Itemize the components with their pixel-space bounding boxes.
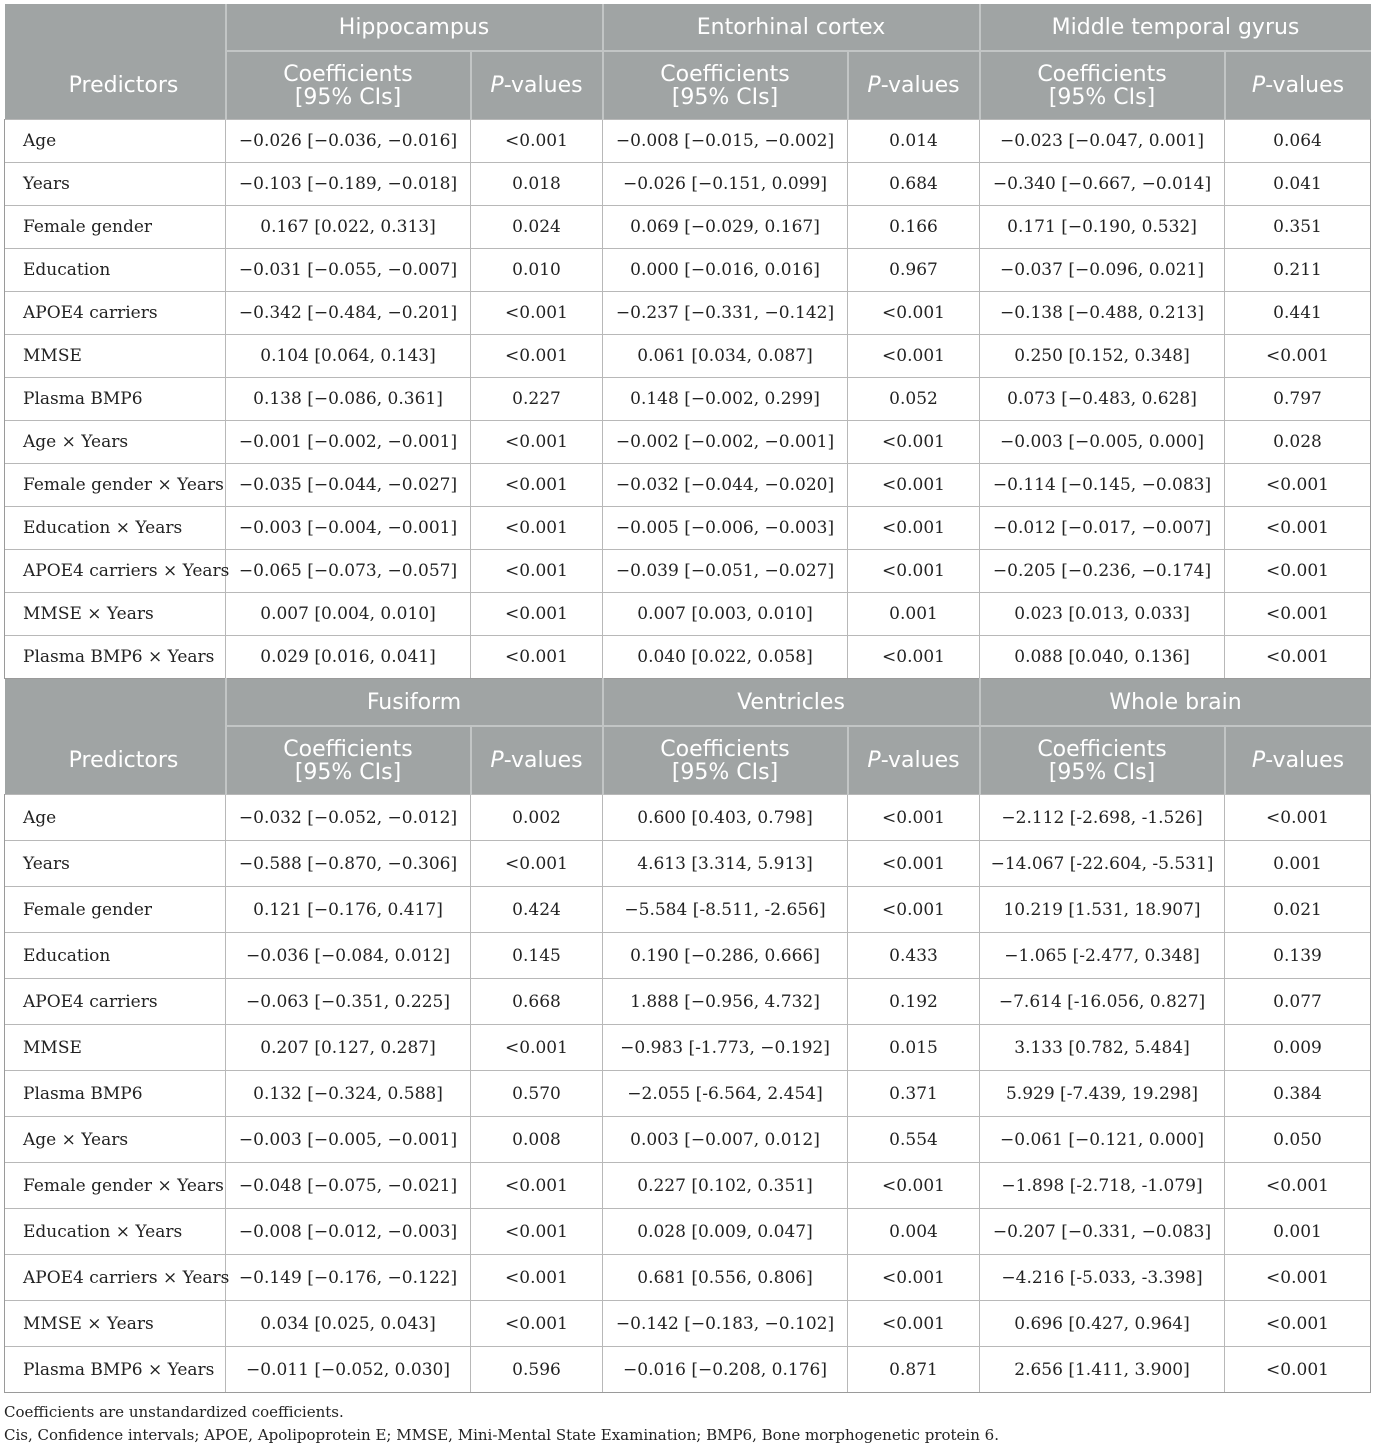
p-value-cell: 0.384 bbox=[1225, 1071, 1371, 1117]
p-value-cell: 0.433 bbox=[848, 933, 980, 979]
table-row bbox=[5, 550, 1371, 593]
predictor-cell: Age bbox=[5, 120, 226, 163]
p-value-cell: <0.001 bbox=[1225, 464, 1371, 507]
coefficient-cell: −0.588 [−0.870, −0.306] bbox=[226, 841, 471, 887]
table-row bbox=[5, 593, 1371, 636]
coefficient-cell: −1.898 [-2.718, -1.079] bbox=[980, 1163, 1225, 1209]
p-label: P bbox=[490, 748, 504, 773]
coefficients-label: Coefficients bbox=[1037, 736, 1167, 762]
predictor-cell: Education bbox=[5, 933, 226, 979]
coefficients-label: Coefficients bbox=[660, 736, 790, 762]
p-value-cell: <0.001 bbox=[471, 464, 603, 507]
table-row bbox=[5, 206, 1371, 249]
coefficient-cell: −0.011 [−0.052, 0.030] bbox=[226, 1347, 471, 1393]
coefficient-cell: 0.696 [0.427, 0.964] bbox=[980, 1301, 1225, 1347]
table-row bbox=[5, 795, 1371, 841]
predictor-cell: Female gender bbox=[5, 887, 226, 933]
table-row bbox=[5, 421, 1371, 464]
p-value-cell: 0.424 bbox=[471, 887, 603, 933]
values-label: -values bbox=[880, 73, 960, 98]
p-value-cell: 0.668 bbox=[471, 979, 603, 1025]
coefficient-cell: 0.171 [−0.190, 0.532] bbox=[980, 206, 1225, 249]
coefficient-cell: −0.065 [−0.073, −0.057] bbox=[226, 550, 471, 593]
coefficient-cell: −7.614 [-16.056, 0.827] bbox=[980, 979, 1225, 1025]
coefficient-cell: 0.007 [0.004, 0.010] bbox=[226, 593, 471, 636]
p-values-header bbox=[1225, 51, 1371, 120]
coefficient-cell: −5.584 [-8.511, -2.656] bbox=[603, 887, 848, 933]
p-value-cell: <0.001 bbox=[848, 335, 980, 378]
table-row bbox=[5, 887, 1371, 933]
coefficient-cell: −2.055 [-6.564, 2.454] bbox=[603, 1071, 848, 1117]
p-value-cell: <0.001 bbox=[848, 464, 980, 507]
coefficient-cell: −0.061 [−0.121, 0.000] bbox=[980, 1117, 1225, 1163]
table-row bbox=[5, 979, 1371, 1025]
p-value-cell: 0.684 bbox=[848, 163, 980, 206]
predictor-cell: APOE4 carriers bbox=[5, 292, 226, 335]
coefficients-header bbox=[980, 726, 1225, 795]
coefficient-cell: 1.888 [−0.956, 4.732] bbox=[603, 979, 848, 1025]
predictor-cell: Plasma BMP6 bbox=[5, 378, 226, 421]
ci-label: [95% CIs] bbox=[1048, 759, 1156, 785]
coefficients-table bbox=[4, 4, 1371, 1393]
p-value-cell: 0.001 bbox=[1225, 841, 1371, 887]
p-label: P bbox=[867, 73, 881, 98]
coefficient-cell: 0.061 [0.034, 0.087] bbox=[603, 335, 848, 378]
coefficient-cell: −0.983 [-1.773, −0.192] bbox=[603, 1025, 848, 1071]
table-row bbox=[5, 1255, 1371, 1301]
p-value-cell: <0.001 bbox=[471, 1163, 603, 1209]
coefficient-cell: −0.003 [−0.005, 0.000] bbox=[980, 421, 1225, 464]
p-values-header bbox=[1225, 726, 1371, 795]
p-value-cell: <0.001 bbox=[1225, 550, 1371, 593]
p-value-cell: <0.001 bbox=[848, 292, 980, 335]
p-value-cell: <0.001 bbox=[848, 1301, 980, 1347]
predictors-header: Predictors bbox=[5, 726, 226, 795]
p-value-cell: <0.001 bbox=[1225, 1301, 1371, 1347]
coefficient-cell: −0.237 [−0.331, −0.142] bbox=[603, 292, 848, 335]
coefficient-cell: 0.207 [0.127, 0.287] bbox=[226, 1025, 471, 1071]
p-value-cell: <0.001 bbox=[1225, 1347, 1371, 1393]
p-value-cell: <0.001 bbox=[1225, 1255, 1371, 1301]
p-value-cell: <0.001 bbox=[848, 421, 980, 464]
coefficients-label: Coefficients bbox=[660, 61, 790, 87]
predictor-cell: Age bbox=[5, 795, 226, 841]
predictor-cell: Female gender × Years bbox=[5, 464, 226, 507]
coefficient-cell: 2.656 [1.411, 3.900] bbox=[980, 1347, 1225, 1393]
values-label: -values bbox=[503, 748, 583, 773]
p-label: P bbox=[1251, 73, 1266, 98]
coefficient-cell: 0.104 [0.064, 0.143] bbox=[226, 335, 471, 378]
table-row bbox=[5, 1209, 1371, 1255]
p-label: P bbox=[490, 73, 504, 98]
p-value-cell: <0.001 bbox=[848, 795, 980, 841]
table-row bbox=[5, 464, 1371, 507]
p-value-cell: 0.441 bbox=[1225, 292, 1371, 335]
p-value-cell: 0.018 bbox=[471, 163, 603, 206]
table-row bbox=[5, 249, 1371, 292]
coefficient-cell: −0.003 [−0.004, −0.001] bbox=[226, 507, 471, 550]
section-header bbox=[5, 679, 1371, 795]
p-value-cell: <0.001 bbox=[1225, 795, 1371, 841]
coefficient-cell: −0.005 [−0.006, −0.003] bbox=[603, 507, 848, 550]
table-row bbox=[5, 163, 1371, 206]
header-spacer bbox=[5, 679, 226, 727]
ci-label: [95% CIs] bbox=[294, 759, 402, 785]
values-label: -values bbox=[880, 748, 960, 773]
p-value-cell: 0.052 bbox=[848, 378, 980, 421]
table-row bbox=[5, 1117, 1371, 1163]
p-value-cell: 0.004 bbox=[848, 1209, 980, 1255]
p-value-cell: 0.871 bbox=[848, 1347, 980, 1393]
p-value-cell: <0.001 bbox=[471, 292, 603, 335]
table-container bbox=[4, 4, 1370, 1447]
p-value-cell: 0.139 bbox=[1225, 933, 1371, 979]
region-header: Fusiform bbox=[226, 679, 603, 727]
p-value-cell: 0.192 bbox=[848, 979, 980, 1025]
coefficient-cell: −2.112 [-2.698, -1.526] bbox=[980, 795, 1225, 841]
p-value-cell: 0.008 bbox=[471, 1117, 603, 1163]
coefficient-cell: −0.340 [−0.667, −0.014] bbox=[980, 163, 1225, 206]
p-value-cell: <0.001 bbox=[1225, 593, 1371, 636]
coefficient-cell: 10.219 [1.531, 18.907] bbox=[980, 887, 1225, 933]
coefficient-cell: −0.032 [−0.052, −0.012] bbox=[226, 795, 471, 841]
p-value-cell: 0.967 bbox=[848, 249, 980, 292]
table-row bbox=[5, 1025, 1371, 1071]
predictor-cell: Female gender bbox=[5, 206, 226, 249]
p-value-cell: 0.227 bbox=[471, 378, 603, 421]
coefficient-cell: 0.040 [0.022, 0.058] bbox=[603, 636, 848, 679]
region-header: Whole brain bbox=[980, 679, 1371, 727]
p-value-cell: <0.001 bbox=[1225, 507, 1371, 550]
p-value-cell: <0.001 bbox=[471, 1301, 603, 1347]
coefficient-cell: −0.048 [−0.075, −0.021] bbox=[226, 1163, 471, 1209]
coefficient-cell: 0.148 [−0.002, 0.299] bbox=[603, 378, 848, 421]
coefficient-cell: −0.039 [−0.051, −0.027] bbox=[603, 550, 848, 593]
p-value-cell: <0.001 bbox=[848, 841, 980, 887]
table-row bbox=[5, 378, 1371, 421]
p-value-cell: 0.166 bbox=[848, 206, 980, 249]
coefficient-cell: 3.133 [0.782, 5.484] bbox=[980, 1025, 1225, 1071]
p-value-cell: <0.001 bbox=[471, 550, 603, 593]
coefficient-cell: −0.008 [−0.012, −0.003] bbox=[226, 1209, 471, 1255]
predictor-cell: Age × Years bbox=[5, 1117, 226, 1163]
predictor-cell: Age × Years bbox=[5, 421, 226, 464]
p-value-cell: 0.041 bbox=[1225, 163, 1371, 206]
table-row bbox=[5, 933, 1371, 979]
section-body bbox=[5, 120, 1371, 679]
coefficients-label: Coefficients bbox=[1037, 61, 1167, 87]
coefficient-cell: 0.029 [0.016, 0.041] bbox=[226, 636, 471, 679]
values-label: -values bbox=[1265, 748, 1345, 773]
coefficient-cell: −0.149 [−0.176, −0.122] bbox=[226, 1255, 471, 1301]
coefficient-cell: −0.032 [−0.044, −0.020] bbox=[603, 464, 848, 507]
coefficient-cell: −1.065 [-2.477, 0.348] bbox=[980, 933, 1225, 979]
coefficient-cell: −0.026 [−0.036, −0.016] bbox=[226, 120, 471, 163]
coefficient-cell: 0.138 [−0.086, 0.361] bbox=[226, 378, 471, 421]
p-value-cell: <0.001 bbox=[848, 1255, 980, 1301]
coefficient-cell: −0.023 [−0.047, 0.001] bbox=[980, 120, 1225, 163]
footnote: Cis, Confidence intervals; APOE, Apolipoprotein E; MMSE, Mini-Mental State Examination; BMP6, Bone morphogenetic protein 6. bbox=[4, 1426, 999, 1444]
coefficient-cell: −0.008 [−0.015, −0.002] bbox=[603, 120, 848, 163]
predictor-cell: Education × Years bbox=[5, 1209, 226, 1255]
p-value-cell: <0.001 bbox=[848, 507, 980, 550]
p-values-header bbox=[848, 726, 980, 795]
coefficient-cell: −0.063 [−0.351, 0.225] bbox=[226, 979, 471, 1025]
coefficient-cell: −0.002 [−0.002, −0.001] bbox=[603, 421, 848, 464]
coefficient-cell: −0.114 [−0.145, −0.083] bbox=[980, 464, 1225, 507]
coefficient-cell: −0.036 [−0.084, 0.012] bbox=[226, 933, 471, 979]
p-value-cell: <0.001 bbox=[471, 335, 603, 378]
p-value-cell: 0.002 bbox=[471, 795, 603, 841]
region-header: Entorhinal cortex bbox=[603, 4, 980, 51]
ci-label: [95% CIs] bbox=[1048, 84, 1156, 110]
coefficient-cell: −14.067 [-22.604, -5.531] bbox=[980, 841, 1225, 887]
predictor-cell: Education bbox=[5, 249, 226, 292]
ci-label: [95% CIs] bbox=[294, 84, 402, 110]
p-value-cell: 0.010 bbox=[471, 249, 603, 292]
p-value-cell: 0.014 bbox=[848, 120, 980, 163]
p-value-cell: 0.371 bbox=[848, 1071, 980, 1117]
coefficient-cell: 5.929 [-7.439, 19.298] bbox=[980, 1071, 1225, 1117]
p-value-cell: <0.001 bbox=[848, 550, 980, 593]
predictor-cell: MMSE × Years bbox=[5, 593, 226, 636]
p-value-cell: 0.064 bbox=[1225, 120, 1371, 163]
coefficient-cell: −4.216 [-5.033, -3.398] bbox=[980, 1255, 1225, 1301]
coefficients-header bbox=[980, 51, 1225, 120]
ci-label: [95% CIs] bbox=[671, 84, 779, 110]
p-value-cell: <0.001 bbox=[471, 636, 603, 679]
coefficient-cell: 0.088 [0.040, 0.136] bbox=[980, 636, 1225, 679]
predictor-cell: Years bbox=[5, 841, 226, 887]
p-value-cell: 0.077 bbox=[1225, 979, 1371, 1025]
table-row bbox=[5, 636, 1371, 679]
table-row bbox=[5, 292, 1371, 335]
values-label: -values bbox=[1265, 73, 1345, 98]
footnote: Coefficients are unstandardized coefficients. bbox=[4, 1403, 344, 1421]
table-row bbox=[5, 1071, 1371, 1117]
coefficient-cell: −0.142 [−0.183, −0.102] bbox=[603, 1301, 848, 1347]
coefficient-cell: −0.003 [−0.005, −0.001] bbox=[226, 1117, 471, 1163]
coefficient-cell: −0.037 [−0.096, 0.021] bbox=[980, 249, 1225, 292]
table-row bbox=[5, 1347, 1371, 1393]
p-value-cell: 0.050 bbox=[1225, 1117, 1371, 1163]
p-values-header bbox=[471, 51, 603, 120]
p-label: P bbox=[867, 748, 881, 773]
coefficient-cell: 0.028 [0.009, 0.047] bbox=[603, 1209, 848, 1255]
coefficient-cell: 0.132 [−0.324, 0.588] bbox=[226, 1071, 471, 1117]
coefficients-header bbox=[226, 726, 471, 795]
predictor-cell: Years bbox=[5, 163, 226, 206]
coefficients-header bbox=[603, 726, 848, 795]
p-value-cell: 0.554 bbox=[848, 1117, 980, 1163]
table-row bbox=[5, 841, 1371, 887]
predictor-cell: APOE4 carriers × Years bbox=[5, 550, 226, 593]
table-row bbox=[5, 1301, 1371, 1347]
p-values-header bbox=[471, 726, 603, 795]
coefficients-label: Coefficients bbox=[283, 61, 413, 87]
coefficient-cell: 0.069 [−0.029, 0.167] bbox=[603, 206, 848, 249]
region-header: Middle temporal gyrus bbox=[980, 4, 1371, 51]
p-value-cell: 0.021 bbox=[1225, 887, 1371, 933]
p-value-cell: 0.351 bbox=[1225, 206, 1371, 249]
header-spacer bbox=[5, 4, 226, 51]
table-row bbox=[5, 507, 1371, 550]
p-value-cell: 0.009 bbox=[1225, 1025, 1371, 1071]
p-value-cell: <0.001 bbox=[848, 887, 980, 933]
section-body bbox=[5, 795, 1371, 1393]
p-value-cell: 0.570 bbox=[471, 1071, 603, 1117]
coefficient-cell: 0.190 [−0.286, 0.666] bbox=[603, 933, 848, 979]
region-header: Hippocampus bbox=[226, 4, 603, 51]
coefficient-cell: 4.613 [3.314, 5.913] bbox=[603, 841, 848, 887]
p-value-cell: 0.211 bbox=[1225, 249, 1371, 292]
coefficient-cell: −0.103 [−0.189, −0.018] bbox=[226, 163, 471, 206]
predictor-cell: MMSE bbox=[5, 335, 226, 378]
predictor-cell: Female gender × Years bbox=[5, 1163, 226, 1209]
coefficient-cell: −0.026 [−0.151, 0.099] bbox=[603, 163, 848, 206]
region-header: Ventricles bbox=[603, 679, 980, 727]
p-value-cell: 0.028 bbox=[1225, 421, 1371, 464]
coefficient-cell: 0.023 [0.013, 0.033] bbox=[980, 593, 1225, 636]
p-value-cell: <0.001 bbox=[848, 1163, 980, 1209]
table-row bbox=[5, 1163, 1371, 1209]
p-value-cell: <0.001 bbox=[471, 1025, 603, 1071]
coefficient-cell: 0.073 [−0.483, 0.628] bbox=[980, 378, 1225, 421]
coefficient-cell: 0.600 [0.403, 0.798] bbox=[603, 795, 848, 841]
coefficients-header bbox=[226, 51, 471, 120]
predictor-cell: MMSE × Years bbox=[5, 1301, 226, 1347]
coefficient-cell: 0.167 [0.022, 0.313] bbox=[226, 206, 471, 249]
predictor-cell: MMSE bbox=[5, 1025, 226, 1071]
p-value-cell: <0.001 bbox=[471, 120, 603, 163]
table-footnotes bbox=[4, 1401, 1370, 1447]
p-value-cell: <0.001 bbox=[471, 421, 603, 464]
p-values-header bbox=[848, 51, 980, 120]
p-value-cell: <0.001 bbox=[848, 636, 980, 679]
predictor-cell: Plasma BMP6 bbox=[5, 1071, 226, 1117]
p-value-cell: 0.024 bbox=[471, 206, 603, 249]
p-value-cell: <0.001 bbox=[471, 1209, 603, 1255]
p-value-cell: <0.001 bbox=[1225, 335, 1371, 378]
predictor-cell: APOE4 carriers × Years bbox=[5, 1255, 226, 1301]
p-value-cell: 0.145 bbox=[471, 933, 603, 979]
predictor-cell: Plasma BMP6 × Years bbox=[5, 636, 226, 679]
p-value-cell: <0.001 bbox=[471, 1255, 603, 1301]
coefficient-cell: 0.681 [0.556, 0.806] bbox=[603, 1255, 848, 1301]
coefficients-header bbox=[603, 51, 848, 120]
predictor-cell: APOE4 carriers bbox=[5, 979, 226, 1025]
p-value-cell: 0.797 bbox=[1225, 378, 1371, 421]
coefficient-cell: 0.007 [0.003, 0.010] bbox=[603, 593, 848, 636]
section-header bbox=[5, 4, 1371, 120]
p-value-cell: <0.001 bbox=[1225, 636, 1371, 679]
predictors-header: Predictors bbox=[5, 51, 226, 120]
predictor-cell: Plasma BMP6 × Years bbox=[5, 1347, 226, 1393]
coefficient-cell: −0.012 [−0.017, −0.007] bbox=[980, 507, 1225, 550]
coefficient-cell: 0.000 [−0.016, 0.016] bbox=[603, 249, 848, 292]
p-label: P bbox=[1251, 748, 1266, 773]
coefficient-cell: 0.121 [−0.176, 0.417] bbox=[226, 887, 471, 933]
coefficient-cell: −0.207 [−0.331, −0.083] bbox=[980, 1209, 1225, 1255]
p-value-cell: <0.001 bbox=[1225, 1163, 1371, 1209]
table-row bbox=[5, 120, 1371, 163]
table-row bbox=[5, 335, 1371, 378]
p-value-cell: 0.596 bbox=[471, 1347, 603, 1393]
p-value-cell: 0.001 bbox=[848, 593, 980, 636]
values-label: -values bbox=[503, 73, 583, 98]
coefficient-cell: 0.003 [−0.007, 0.012] bbox=[603, 1117, 848, 1163]
coefficient-cell: −0.035 [−0.044, −0.027] bbox=[226, 464, 471, 507]
p-value-cell: 0.001 bbox=[1225, 1209, 1371, 1255]
ci-label: [95% CIs] bbox=[671, 759, 779, 785]
predictor-cell: Education × Years bbox=[5, 507, 226, 550]
coefficient-cell: −0.342 [−0.484, −0.201] bbox=[226, 292, 471, 335]
coefficient-cell: −0.031 [−0.055, −0.007] bbox=[226, 249, 471, 292]
p-value-cell: <0.001 bbox=[471, 593, 603, 636]
coefficient-cell: 0.227 [0.102, 0.351] bbox=[603, 1163, 848, 1209]
coefficients-label: Coefficients bbox=[283, 736, 413, 762]
p-value-cell: <0.001 bbox=[471, 841, 603, 887]
p-value-cell: <0.001 bbox=[471, 507, 603, 550]
coefficient-cell: −0.001 [−0.002, −0.001] bbox=[226, 421, 471, 464]
coefficient-cell: 0.034 [0.025, 0.043] bbox=[226, 1301, 471, 1347]
coefficient-cell: 0.250 [0.152, 0.348] bbox=[980, 335, 1225, 378]
coefficient-cell: −0.016 [−0.208, 0.176] bbox=[603, 1347, 848, 1393]
coefficient-cell: −0.138 [−0.488, 0.213] bbox=[980, 292, 1225, 335]
coefficient-cell: −0.205 [−0.236, −0.174] bbox=[980, 550, 1225, 593]
p-value-cell: 0.015 bbox=[848, 1025, 980, 1071]
